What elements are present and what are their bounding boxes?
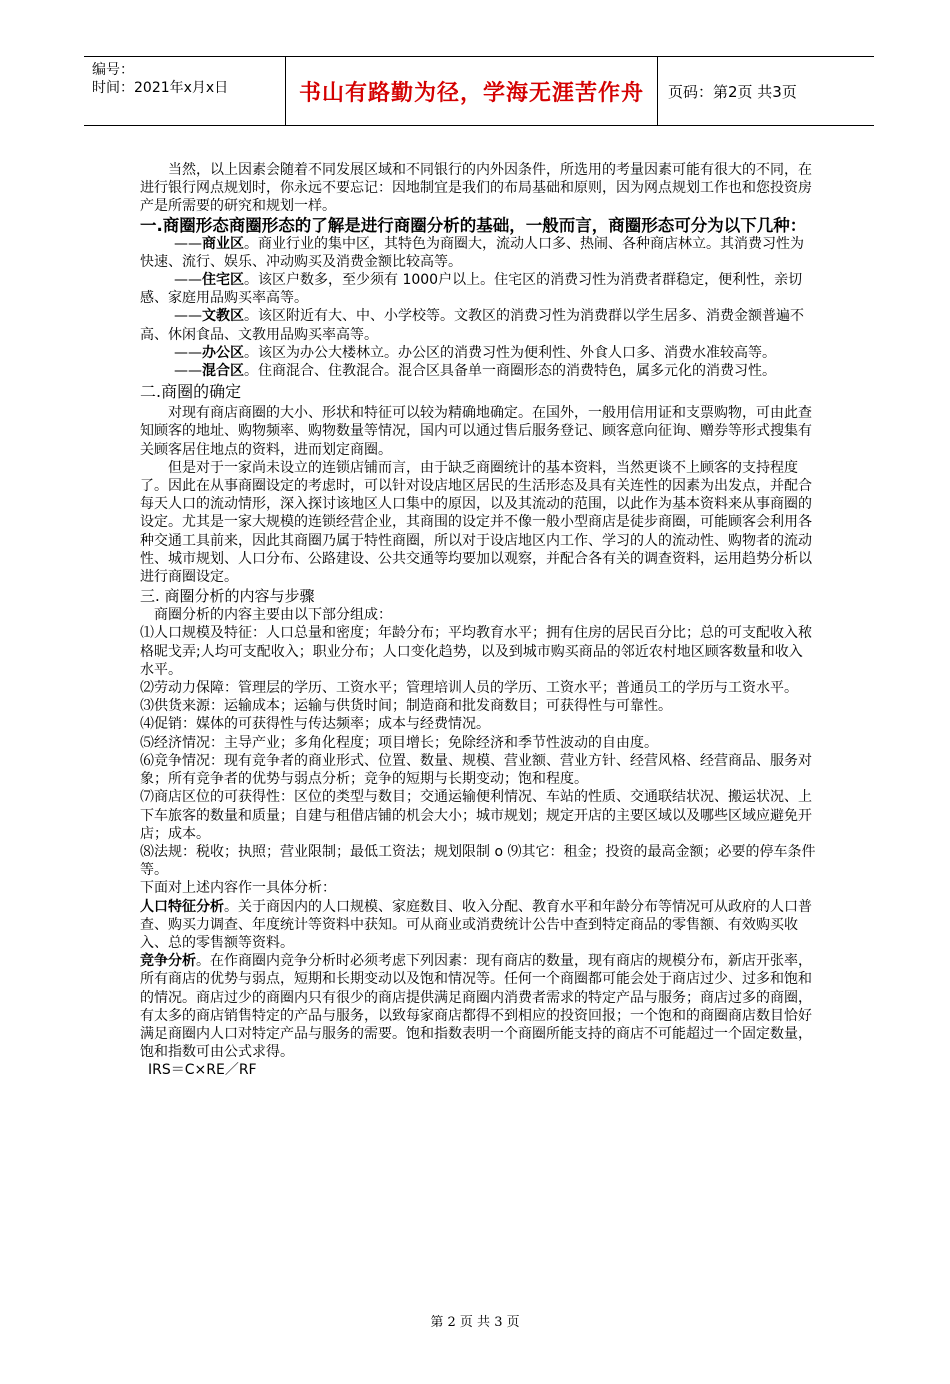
list-item: ⑵劳动力保障：管理层的学历、工资水平；管理培训人员的学历、工资水平；普通员工的学历与工资水平。 [140,680,798,697]
time-label: 时间：2021年x月x日 [92,80,229,96]
header-meta [84,57,285,125]
header-page-info: 页码：第2页 共3页 [668,82,797,101]
zone-name: 住宅区 [202,272,244,289]
list-item: ⑺商店区位的可获得性：区位的类型与数目；交通运输便利情况、车站的性质、交通联结状况、搬运状况、上下车旅客的数量和质量；自建与租借店铺的机会大小；城市规划；规定开店的主要区域以及哪些区域应避免开店；成本。 [140,789,812,842]
intro-paragraph: 当然，以上因素会随着不同发展区域和不同银行的内外因条件，所选用的考量因素可能有很大的不同，在进行银行网点规划时，你永远不要忘记：因地制宜是我们的布局基础和原则，因为网点规划工作也和您投资房产是所需要的研究和规划一样。 [140,162,812,215]
zone-residential [140,271,816,307]
zone-text: 。住商混合、住教混合。混合区具备单一商圈形态的消费特色，属多元化的消费习性。 [244,363,776,380]
zone-name: 文教区 [202,308,244,325]
competition-analysis [140,952,816,1061]
dash: —— [174,344,202,361]
section-3-title: 三. 商圈分析的内容与步骤 [140,587,315,606]
zone-commercial [140,235,816,271]
zone-name: 商业区 [202,235,244,252]
number-label: 编号： [92,62,134,78]
saturation-formula: IRS＝C×RE／RF [148,1062,257,1079]
zone-text: 。该区为办公大楼林立。办公区的消费习性为便利性、外食人口多、消费水准较高等。 [244,344,776,361]
zone-name: 混合区 [202,363,244,380]
section-2-paragraph-1: 对现有商店商圈的大小、形状和特征可以较为精确地确定。在国外，一般用信用证和支票购物，可由此查知顾客的地址、购物频率、购物数量等情况，国内可以通过售后服务登记、顾客意向征询、赠券等形式搜集有关顾客居住地点的资料，进而划定商圈。 [140,405,812,458]
dash: —— [174,363,202,380]
population-analysis [140,898,816,953]
zone-mixed [140,362,816,380]
zone-name: 办公区 [202,344,244,361]
section-2-title: 二.商圈的确定 [140,382,242,402]
page-header [84,56,874,126]
competition-label: 竞争分析 [140,953,196,970]
dash: —— [174,308,202,325]
zone-text: 。该区附近有大、中、小学校等。文教区的消费习性为消费群以学生居多、消费金额普遍不高、休闲食品、文教用品购买率高等。 [140,308,804,343]
list-item: ⑷促销：媒体的可获得性与传达频率；成本与经费情况。 [140,716,490,733]
list-item: ⑹竞争情况：现有竞争者的商业形式、位置、数量、规模、营业额、营业方针、经营风格、经营商品、服务对象；所有竞争者的优势与弱点分析；竞争的短期与长期变动；饱和程度。 [140,752,812,788]
page-footer: 第 2 页 共 3 页 [430,1315,520,1330]
competition-text: 。在作商圈内竞争分析时必须考虑下列因素：现有商店的数量，现有商店的规模分布，新店开张率，所有商店的优势与弱点，短期和长期变动以及饱和情况等。任何一个商圈都可能会处于商店过少、过多和饱和的情况。商店过少的商圈内只有很少的商店提供满足商圈内消费者需求的特定产品与服务；商店过多的商圈，有太多的商店销售特定的产品与服务，以致每家商店都得不到相应的投资回报；一个饱和的商圈商店数目恰好满足商圈内人口对特定产品与服务的需要。饱和指数表明一个商圈所能支持的商店不可能超过一个固定数量，饱和指数可由公式求得。 [140,953,812,1061]
zone-text: 。该区户数多，至少须有 1000户以上。住宅区的消费习性为消费者群稳定，便利性，亲切感、家庭用品购买率高等。 [140,272,803,307]
section-3-intro: 商圈分析的内容主要由以下部分组成： [154,607,392,624]
zone-office [140,344,816,362]
list-item: ⑴人口规模及特征：人口总量和密度；年龄分布；平均教育水平；拥有住房的居民百分比；总的可支配收入秾格昵戈弄;人均可支配收入；职业分布；人口变化趋势，以及到城市购买商品的邻近农村地区顾客数量和收入水平。 [140,625,812,678]
list-item: ⑶供货来源：运输成本；运输与供货时间；制造商和批发商数目；可获得性与可靠性。 [140,698,672,715]
dash: —— [174,272,202,289]
header-motto: 书山有路勤为径，学海无涯苦作舟 [285,57,658,125]
population-label: 人口特征分析 [140,898,224,915]
list-item: ⑸经济情况：主导产业；多角化程度；项目增长；免除经济和季节性波动的自由度。 [140,734,658,751]
analysis-intro: 下面对上述内容作一具体分析： [140,880,336,897]
dash: —— [174,235,202,252]
document-body [140,161,816,1080]
zone-text: 。商业行业的集中区，其特色为商圈大，流动人口多、热闹、各种商店林立。其消费习性为快速、流行、娱乐、冲动购买及消费金额比较高等。 [140,235,804,270]
section-2-paragraph-2: 但是对于一家尚未设立的连锁店铺而言，由于缺乏商圈统计的基本资料，当然更谈不上顾客的支持程度了。因此在从事商圈设定的考虑时，可以针对设店地区居民的生活形态及具有关连性的因素为出发点，并配合每天人口的流动情形，深入探讨该地区人口集中的原因，以及其流动的范围，以此作为基本资料来从事商圈的设定。尤其是一家大规模的连锁经营企业，其商围的设定并不像一般小型商店是徒步商圈，可能顾客会利用各种交通工具前来，因此其商圈乃属于特性商圈，所以对于设店地区内工作、学习的人的流动性、购物者的流动性、城市规划、人口分布、公路建设、公共交通等均要加以观察，并配合各有关的调查资料，运用趋势分析以进行商圈设定。 [140,459,812,586]
zone-education [140,307,816,343]
list-item: ⑻法规：税收；执照；营业限制；最低工资法；规划限制 o ⑼其它：租金；投资的最高金额；必要的停车条件等。 [140,843,816,879]
section-1-title: 一.商圈形态商圈形态的了解是进行商圈分析的基础，一般而言，商圈形态可分为以下几种： [140,215,807,235]
population-text: 。关于商因内的人口规模、家庭数目、收入分配、教育水平和年龄分布等情况可从政府的人口普查、购买力调查、年度统计等资料中获知。可从商业或消费统计公告中查到特定商品的零售额、有效购买收入、总的零售额等资料。 [140,898,812,951]
